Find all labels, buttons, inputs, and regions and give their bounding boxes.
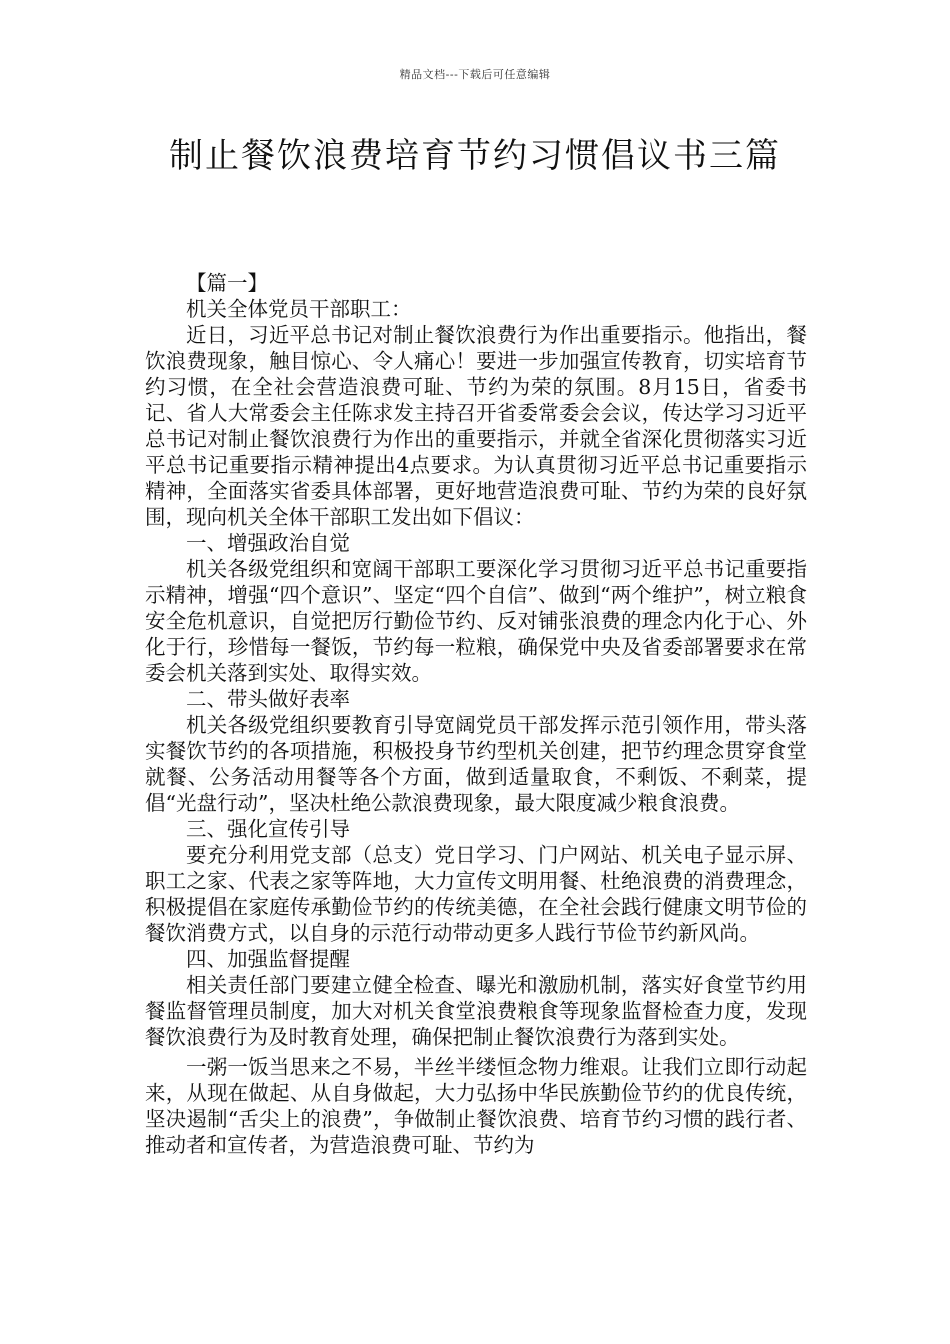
document-body <box>145 270 807 1158</box>
salutation: 机关全体党员干部职工： <box>186 297 412 321</box>
paragraph-point-3: 要充分利用党支部（总支）党日学习、门户网站、机关电子显示屏、职工之家、代表之家等阵地，大力宣传文明用餐、杜绝浪费的消费理念，积极提倡在家庭传承勤俭节约的传统美德，在全社会践行健康文明节俭的餐饮消费方式，以自身的示范行动带动更多人践行节俭节约新风尚。 <box>145 843 807 945</box>
point-heading-1: 一、增强政治自觉 <box>186 531 350 555</box>
point-heading-4: 四、加强监督提醒 <box>186 947 350 971</box>
point-heading-3: 三、强化宣传引导 <box>186 817 350 841</box>
paragraph-point-4: 相关责任部门要建立健全检查、曝光和激励机制，落实好食堂节约用餐监督管理员制度，加大对机关食堂浪费粮食等现象监督检查力度，发现餐饮浪费行为及时教育处理，确保把制止餐饮浪费行为落到实处。 <box>145 973 807 1049</box>
point-heading-2: 二、带头做好表率 <box>186 687 350 711</box>
paragraph-point-2: 机关各级党组织要教育引导宽阔党员干部发挥示范引领作用，带头落实餐饮节约的各项措施，积极投身节约型机关创建，把节约理念贯穿食堂就餐、公务活动用餐等各个方面，做到适量取食，不剩饭、不剩菜，提倡“光盘行动”，坚决杜绝公款浪费现象，最大限度减少粮食浪费。 <box>145 713 807 815</box>
paragraph-closing: 一粥一饭当思来之不易，半丝半缕恒念物力维艰。让我们立即行动起来，从现在做起、从自身做起，大力弘扬中华民族勤俭节约的优良传统，坚决遏制“舌尖上的浪费”，争做制止餐饮浪费、培育节约习惯的践行者、推动者和宣传者，为营造浪费可耻、节约为 <box>145 1055 807 1157</box>
header-note: 精品文档---下载后可任意编辑 <box>399 68 551 81</box>
paragraph-intro: 近日，习近平总书记对制止餐饮浪费行为作出重要指示。他指出，餐饮浪费现象，触目惊心、令人痛心！要进一步加强宣传教育，切实培育节约习惯，在全社会营造浪费可耻、节约为荣的氛围。8月15日，省委书记、省人大常委会主任陈求发主持召开省委常委会会议，传达学习习近平总书记对制止餐饮浪费行为作出的重要指示，并就全省深化贯彻落实习近平总书记重要指示精神提出4点要求。为认真贯彻习近平总书记重要指示精神，全面落实省委具体部署，更好地营造浪费可耻、节约为荣的良好氛围，现向机关全体干部职工发出如下倡议： <box>145 323 807 529</box>
document-title: 制止餐饮浪费培育节约习惯倡议书三篇 <box>169 136 781 176</box>
paragraph-point-1: 机关各级党组织和宽阔干部职工要深化学习贯彻习近平总书记重要指示精神，增强“四个意识”、坚定“四个自信”、做到“两个维护”，树立粮食安全危机意识，自觉把厉行勤俭节约、反对铺张浪费的理念内化于心、外化于行，珍惜每一餐饭，节约每一粒粮，确保党中央及省委部署要求在常委会机关落到实处、取得实效。 <box>145 557 807 685</box>
section-heading-part-one: 【篇一】 <box>186 271 268 295</box>
